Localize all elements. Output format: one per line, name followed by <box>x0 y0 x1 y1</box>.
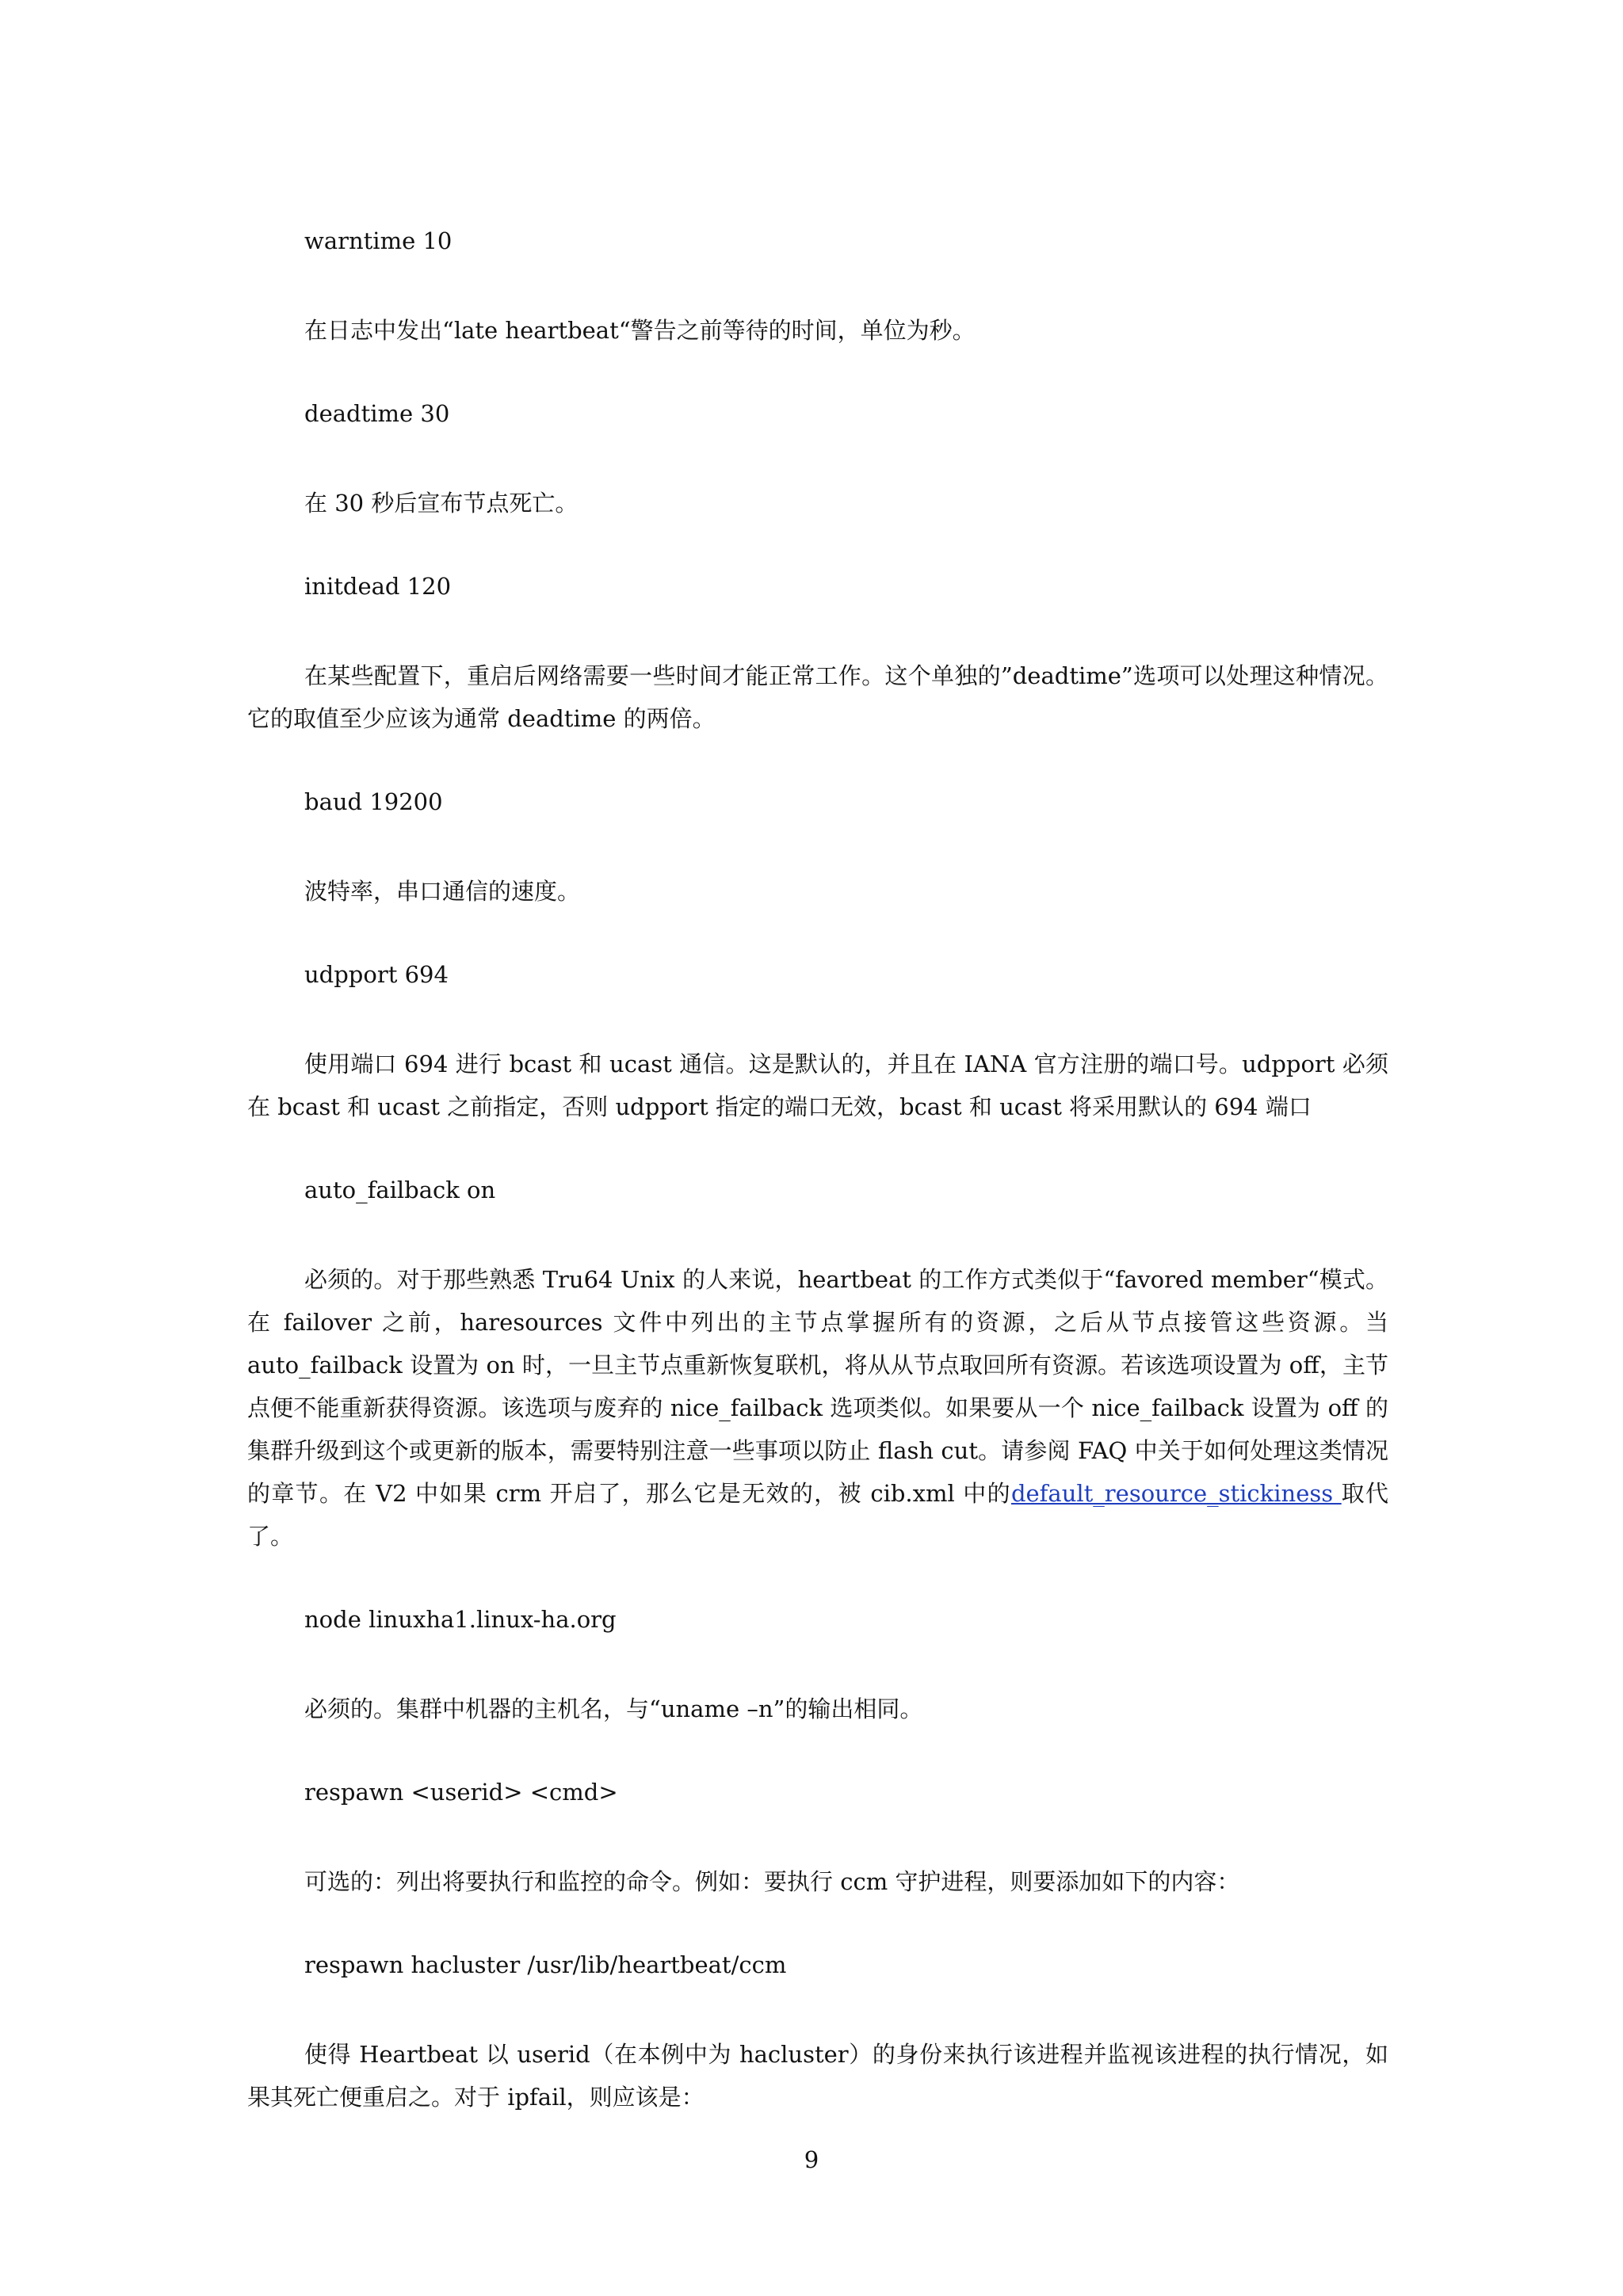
config-line-baud: baud 19200 <box>304 788 443 815</box>
config-line-warntime: warntime 10 <box>304 227 453 254</box>
desc-deadtime: 在 30 秒后宣布节点死亡。 <box>304 490 579 517</box>
config-line-respawn-ccm: respawn hacluster /usr/lib/heartbeat/ccm <box>304 1951 787 1978</box>
desc-auto-failback <box>247 1258 1388 1558</box>
config-line-auto-failback: auto_failback on <box>304 1177 496 1203</box>
config-line-deadtime: deadtime 30 <box>304 400 450 427</box>
desc-baud: 波特率，串口通信的速度。 <box>304 878 581 905</box>
config-line-node: node linuxha1.linux-ha.org <box>304 1606 617 1633</box>
default-resource-stickiness-link[interactable]: default_resource_stickiness <box>1010 1480 1342 1507</box>
desc-initdead: 在某些配置下，重启后网络需要一些时间才能正常工作。这个单独的”deadtime”选项可以处理这种情况。它的取值至少应该为通常 deadtime 的两倍。 <box>247 662 1388 732</box>
config-line-udpport: udpport 694 <box>304 961 449 988</box>
desc-auto-failback-text: 必须的。对于那些熟悉 Tru64 Unix 的人来说，heartbeat 的工作方式类似于“favored member“模式。在 failover 之前，haresources 文件中列出的主节点掌握所有的资源，之后从节点接管这些资源。当 auto_failback 设置为 on 时，一旦主节点重新恢复联机，将从从节点取回所有资源。若该选项设置为 off，主节点便不能重新获得资源。该选项与废弃的 nice_failback 选项类似。如果要从一个 nice_failback 设置为 off 的集群升级到这个或更新的版本，需要特别注意一些事项以防止 flash cut。请参阅 FAQ 中关于如何处理这类情况的章节。在 V2 中如果 crm 开启了，那么它是无效的，被 cib.xml 中的 <box>247 1266 1388 1507</box>
desc-respawn-ccm: 使得 Heartbeat 以 userid（在本例中为 hacluster）的身份来执行该进程并监视该进程的执行情况，如果其死亡便重启之。对于 ipfail，则应该是： <box>247 2041 1388 2111</box>
desc-warntime: 在日志中发出“late heartbeat“警告之前等待的时间，单位为秒。 <box>304 317 976 344</box>
page-number: 9 <box>804 2146 819 2173</box>
config-line-respawn-syntax: respawn <userid> <cmd> <box>304 1779 618 1806</box>
desc-node: 必须的。集群中机器的主机名，与“uname –n”的输出相同。 <box>304 1695 923 1722</box>
desc-auto-failback-tail: 取代了。 <box>247 1480 1388 1550</box>
desc-respawn: 可选的：列出将要执行和监控的命令。例如：要执行 ccm 守护进程，则要添加如下的内容： <box>304 1868 1240 1895</box>
config-line-initdead: initdead 120 <box>304 573 452 600</box>
desc-udpport: 使用端口 694 进行 bcast 和 ucast 通信。这是默认的，并且在 IANA 官方注册的端口号。udpport 必须在 bcast 和 ucast 之前指定，否则 udpport 指定的端口无效，bcast 和 ucast 将采用默认的 694 端口 <box>247 1051 1388 1120</box>
page-content <box>247 223 1388 2119</box>
